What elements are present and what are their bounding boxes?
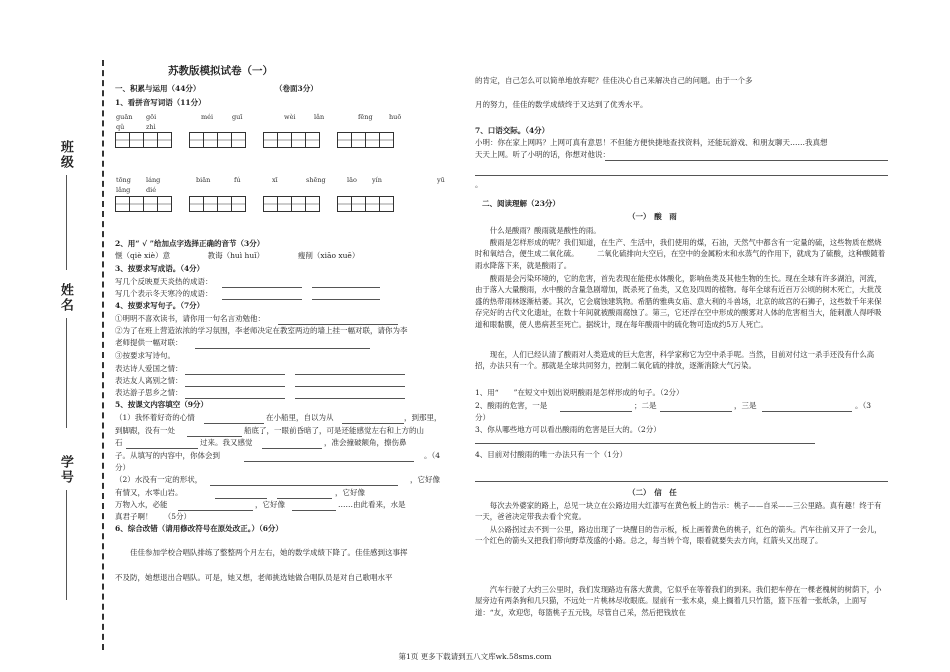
blank[interactable] — [215, 498, 267, 499]
answer-line[interactable] — [475, 175, 888, 176]
blank[interactable] — [222, 287, 302, 288]
pinyin: wèi — [284, 113, 296, 121]
q5-3a: 石 — [115, 438, 123, 447]
name-label: 姓名 — [57, 283, 73, 313]
q3-a: 写几个反映夏天炎热的成语： — [115, 277, 213, 286]
blank[interactable] — [295, 386, 405, 387]
part2-heading: 二、阅读理解（23分） — [482, 199, 560, 208]
blank[interactable] — [204, 423, 264, 424]
pinyin: fú — [234, 176, 241, 184]
q5-1b: 在小船里，自以为从 — [266, 413, 334, 422]
reading2-title: （二） 信 任 — [628, 488, 677, 497]
reading1-p4: 现在，人们已经认清了酸雨对人类造成的巨大危害，科学家称它为空中杀手呢。当然，目前对付这一杀手还没有什么高招，办法只有一个。那就是全球共同努力，控制二氧化硫的排放，逐渐消除大气污染。 — [475, 350, 875, 371]
q5-3c: ，准会撞破额角，擦伤鼻 — [324, 438, 407, 447]
pinyin: xī — [272, 176, 278, 184]
blank[interactable] — [660, 411, 732, 412]
q4-c3: 表达游子思乡之情： — [115, 388, 183, 397]
reading2-p3: 汽车行驶了大约三公里时，我们发现路边有落大黄黄，它似乎在等着我们的到来。我们把车停在一棵老槐树的树荫下，小屋旁边有两条狗和几只猫，不远处一片桃林尽收眼底。屋前有一张木桌，桌上搁着几只竹篮，篮下压着一张纸条，上面写道：“友，欢迎您，每篮桃子五元钱，尽管自己采，然后把钱放在 — [475, 585, 882, 617]
q6-p2: 不及防，她想退出合唱队。可是，她又想，老师挑选她做合唱队员是对自己歌唱水平 — [115, 573, 393, 582]
blank[interactable] — [222, 299, 302, 300]
q5-1c: ，到那里， — [404, 413, 442, 422]
blank[interactable] — [178, 510, 253, 511]
q3-b: 写几个表示冬天寒冷的成语： — [115, 289, 213, 298]
blank[interactable] — [312, 287, 380, 288]
q5-8c: ……由此看来，水是 — [338, 500, 406, 509]
page-footer: 第1页 更多下载请到五八文库wk.58sms.com — [398, 652, 552, 661]
q5-4b: 。（4 — [424, 451, 441, 460]
q4-b2: 老师提供一幅对联： — [115, 338, 183, 347]
q5-4: 子。从填写的内容中，你体会到 — [115, 451, 220, 460]
blank[interactable] — [195, 348, 370, 349]
q4-c1: 表达诗人爱国之情： — [115, 364, 183, 373]
answer-grid-row-1 — [115, 132, 393, 148]
q5-6b: ，它好像 — [410, 475, 440, 484]
rq2e: 分） — [475, 413, 490, 422]
blank[interactable] — [210, 485, 398, 486]
pinyin: yū — [437, 176, 445, 184]
rq2d: 。（3 — [855, 401, 872, 410]
q2-heading: 2、用“ √ ”给加点字选择正确的音节（3分） — [115, 239, 265, 248]
reading2-p1: 每次去外婆家的路上，总见一块立在公路边用大红漆写在黄色板上的告示：桃子——自采——三公里路。真有趣！终于有一天，爸爸决定带我去看个究竟。 — [475, 501, 882, 522]
pinyin: shēng — [306, 176, 326, 184]
blank[interactable] — [295, 374, 405, 375]
blank[interactable] — [185, 374, 285, 375]
q5-3b: 过来。我又感觉 — [200, 438, 253, 447]
word-box[interactable] — [337, 132, 393, 148]
pinyin: qǔ — [116, 123, 125, 131]
q5-6a: （2）水没有一定的形状， — [115, 475, 203, 484]
binding-line — [102, 60, 104, 650]
reading1-p2: 酸雨是怎样形成的呢？我们知道，在生产、生活中，我们使用的煤，石油，天然气中都含有一定量的硫，这些物质在燃烧时和氧结合，便生成二氧化硫。 二氧化硫排向大空后，在空中的金属粉末和水蒸气的作用下，就成为了硫酸，这种酸随着雨水降落下来，就是酸雨了。 — [475, 238, 886, 270]
word-box[interactable] — [263, 132, 319, 148]
blank[interactable] — [262, 448, 322, 449]
q6-heading: 6、综合改错（请用修改符号在原处改正。）（6分） — [115, 524, 283, 533]
class-blank — [66, 175, 67, 270]
answer-line[interactable] — [475, 443, 815, 444]
q4-b: ②为了在班上营造浓浓的学习氛围，李老师决定在教室两边的墙上挂一幅对联，请你为李 — [115, 326, 408, 335]
pinyin: guān — [116, 113, 133, 121]
rq4: 4、目前对付酸雨的唯一办法只有一个（1分） — [475, 450, 628, 459]
blank[interactable] — [342, 423, 404, 424]
pinyin: guī — [232, 113, 243, 121]
word-box[interactable] — [189, 196, 245, 212]
word-box[interactable] — [263, 196, 319, 212]
blank[interactable] — [187, 436, 242, 437]
q3-heading: 3、按要求写成语。（4分） — [115, 264, 205, 273]
word-box[interactable] — [189, 132, 245, 148]
answer-line[interactable] — [475, 481, 888, 482]
pinyin: yín — [372, 176, 382, 184]
q5-9: 真君子啊！ （5分） — [115, 512, 192, 521]
blank[interactable] — [185, 386, 285, 387]
blank[interactable] — [126, 448, 198, 449]
class-label: 班级 — [57, 140, 73, 170]
blank[interactable] — [244, 461, 414, 462]
q4-c: ③按要求写诗句。 — [115, 351, 175, 360]
q5-7a: 有情又，水零山岩。 — [115, 488, 183, 497]
blank[interactable] — [292, 510, 336, 511]
part1-heading: 一、积累与运用（44分） — [115, 84, 201, 93]
q2-items: 惬（qiè xiè）意 教诲（huì huǐ） 瘦削（xiāo xuē） — [115, 251, 360, 260]
q7-b: 天天上网。听了小明的话，你想对他说： — [475, 150, 610, 159]
q6-p4: 月的努力，佳佳的数学成绩终于又达到了优秀水平。 — [475, 100, 648, 109]
q4-a: ①明明不喜欢读书，请你用一句名言劝勉他： — [115, 314, 265, 323]
score-note: （卷面3分） — [275, 84, 318, 93]
blank[interactable] — [278, 324, 398, 325]
pinyin: lǎng — [116, 186, 131, 194]
blank[interactable] — [277, 498, 332, 499]
q4-heading: 4、按要求写句子。（7分） — [115, 301, 205, 310]
q5-5: 分） — [115, 463, 130, 472]
blank[interactable] — [295, 398, 405, 399]
name-blank — [66, 318, 67, 428]
q5-8b: ，它好像 — [255, 500, 285, 509]
q6-p1: 佳佳参加学校合唱队排练了整整两个月左右，她的数学成绩下降了。佳佳感到这事挥 — [130, 548, 408, 557]
pinyin: tōng — [116, 176, 131, 184]
word-box[interactable] — [337, 196, 393, 212]
q7-heading: 7、口语交际。（4分） — [475, 126, 550, 135]
pinyin: lāo — [347, 176, 357, 184]
rq1: 1、用“ ”在短文中划出说明酸雨是怎样形成的句子。（2分） — [475, 388, 684, 397]
pinyin: zhì — [146, 123, 156, 131]
q4-c2: 表达友人离别之情： — [115, 376, 183, 385]
blank[interactable] — [560, 411, 632, 412]
pinyin: láng — [146, 176, 161, 184]
q1-heading: 1、看拼音写词语（11分） — [115, 98, 206, 107]
blank[interactable] — [312, 299, 380, 300]
answer-line[interactable] — [605, 160, 888, 161]
reading2-p2: 从公路拐过去不到一公里，路边出现了一块醒目的告示板，板上画着黄色的桃子，红色的箭头。汽车往前又开了一会儿，一个红色的箭头又把我们带向野草茂盛的小路。总之，每当转个弯，眼看就要失去方向，红箭头又出现了。 — [475, 525, 882, 546]
q5-2b: 船底了，一眼前昏暗了，可是还能感觉左右和上方的山 — [244, 426, 424, 435]
rq2c: ，三是 — [734, 401, 757, 410]
reading1-title: （一） 酸 雨 — [628, 212, 677, 221]
pinyin: biān — [196, 176, 211, 184]
pinyin: gōi — [146, 113, 157, 121]
rq3: 3、你从哪些地方可以看出酸雨的危害是巨大的。（2分） — [475, 425, 661, 434]
q6-p3: 的肯定，自己怎么可以简单地放弃呢？佳佳决心自己来解决自己的问题。由于一个多 — [475, 76, 753, 85]
word-box[interactable] — [115, 132, 171, 148]
blank[interactable] — [762, 411, 852, 412]
pinyin: huō — [389, 113, 402, 121]
word-box[interactable] — [115, 196, 171, 212]
q5-7b: ，它好像 — [335, 488, 365, 497]
q5-2: 到脚跟，没有一处 — [115, 426, 175, 435]
rq2b: ；二是 — [634, 401, 657, 410]
pinyin: lǎn — [314, 113, 325, 121]
q5-8a: 万物入水，必能 — [115, 500, 168, 509]
pinyin: dié — [146, 186, 157, 194]
pinyin: fēng — [358, 113, 373, 121]
rq2a: 2、酸雨的危害，一是 — [475, 401, 548, 410]
blank[interactable] — [185, 398, 285, 399]
q5-1a: （1）我怀着好奇的心情 — [115, 413, 195, 422]
reading1-p3: 酸雨是会污染环境的，它的危害，首先表现在能使水体酸化，影响鱼类及其他生物的生长。现在全球有许多湖泊，河流，由于落入大量酸雨，水中酸的含量急剧增加，既杀死了鱼类，又危及四周的植物。每年全球有近百万公顷的树木死亡，大批茂盛的热带雨林逐渐枯萎。其次，它会腐蚀建筑物。希腊的雅典女庙、意大利的斗兽场，北京的故宫的石狮子，这些数千年来保存完好的古代文化遗址，在数十年间就被酸雨腐蚀了。第三，它还浮在空中形成的酸雾对人体的危害相当大，能刺激人得呼吸道和眼黏膜，使人患病甚至死亡。据统计，现在每年酸雨中的硫化物可造成约5万人死亡。 — [475, 274, 882, 329]
number-label: 学号 — [57, 455, 73, 485]
answer-grid-row-2 — [115, 196, 393, 212]
exam-title: 苏教版模拟试卷（一） — [168, 65, 273, 77]
pinyin: méi — [201, 113, 214, 121]
q7-end: 。 — [475, 180, 483, 189]
reading1-p1: 什么是酸雨？酸雨就是酸性的雨。 — [489, 226, 601, 235]
q7-a: 小明：你在家上网吗？上网可真有意思！不但能方便快捷地查找资料，还能玩游戏、和朋友聊天……我真想 — [475, 138, 828, 147]
number-blank — [66, 490, 67, 600]
q5-heading: 5、按课文内容填空（9分） — [115, 400, 208, 409]
